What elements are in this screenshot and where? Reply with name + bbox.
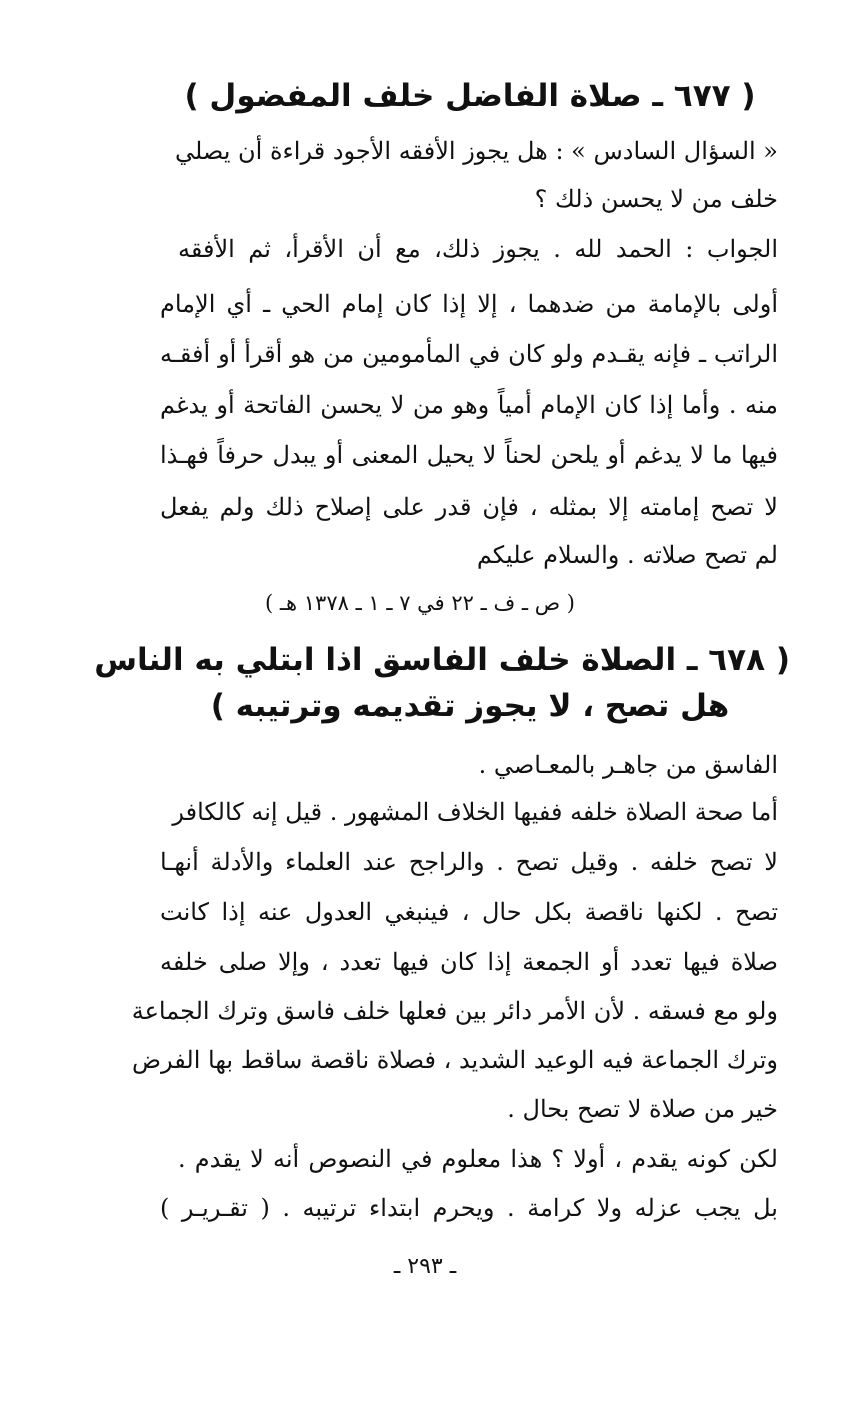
section-678-title-line-1: ( ٦٧٨ ـ الصلاة خلف الفاسق اذا ابتلي به الناس [94,642,790,678]
section-677-reference: ( ص ـ ف ـ ٢٢ في ٧ ـ ١ ـ ١٣٧٨ هـ ) [264,591,575,615]
section-677-line-4: أولى بالإمامة من ضدهما ، إلا إذا كان إمام الحي ـ أي الإمام [160,290,778,318]
section-678-line-5: صلاة فيها تعدد أو الجمعة إذا كان فيها تعدد ، وإلا صلى خلفه [160,948,778,976]
section-677-line-5: الراتب ـ فإنه يقـدم ولو كان في المأمومين من هو أقرأ أو أفقـه [160,340,778,368]
section-677-line-8: لا تصح إمامته إلا بمثله ، فإن قدر على إصلاح ذلك ولم يفعل [160,493,778,521]
section-677-line-6: منه . وأما إذا كان الإمام أمياً وهو من لا يحسن الفاتحة أو يدغم [160,391,778,419]
page-number: ـ ٢٩٣ ـ [393,1254,457,1279]
section-678-line-7: وترك الجماعة فيه الوعيد الشديد ، فصلاة ناقصة ساقط بها الفرض [132,1046,778,1074]
section-678-line-8: خير من صلاة لا تصح بحال . [507,1095,778,1123]
section-678-line-6: ولو مع فسقه . لأن الأمر دائر بين فعلها خلف فاسق وترك الجماعة [131,997,778,1025]
section-678-line-9: لكن كونه يقدم ، أولا ؟ هذا معلوم في النصوص أنه لا يقدم . [178,1145,778,1173]
section-677-line-3: الجواب : الحمد لله . يجوز ذلك، مع أن الأقرأ، ثم الأفقه [178,235,778,263]
section-677-title: ( ٦٧٧ ـ صلاة الفاضل خلف المفضول ) [184,78,756,114]
section-677-line-1: « السؤال السادس » : هل يجوز الأفقه الأجود قراءة أن يصلي [174,137,778,165]
section-677-line-2: خلف من لا يحسن ذلك ؟ [534,185,778,213]
section-678-line-4: تصح . لكنها ناقصة بكل حال ، فينبغي العدول عنه إذا كانت [160,898,778,926]
section-677-line-9: لم تصح صلاته . والسلام عليكم [476,541,778,569]
section-678-line-3: لا تصح خلفه . وقيل تصح . والراجح عند العلماء والأدلة أنهـا [160,848,778,876]
section-677-line-7: فيها ما لا يدغم أو يلحن لحناً لا يحيل المعنى أو يبدل حرفاً فهـذا [160,441,778,469]
section-678-line-10: بل يجب عزله ولا كرامة . ويحرم ابتداء ترتيبه . ( تقـريـر ) [160,1194,778,1222]
section-678-title-line-2: هل تصح ، لا يجوز تقديمه وترتيبه ) [210,688,730,724]
section-678-line-2: أما صحة الصلاة خلفه ففيها الخلاف المشهور . قيل إنه كالكافر [172,798,778,826]
section-678-line-1: الفاسق من جاهـر بالمعـاصي . [478,751,778,779]
